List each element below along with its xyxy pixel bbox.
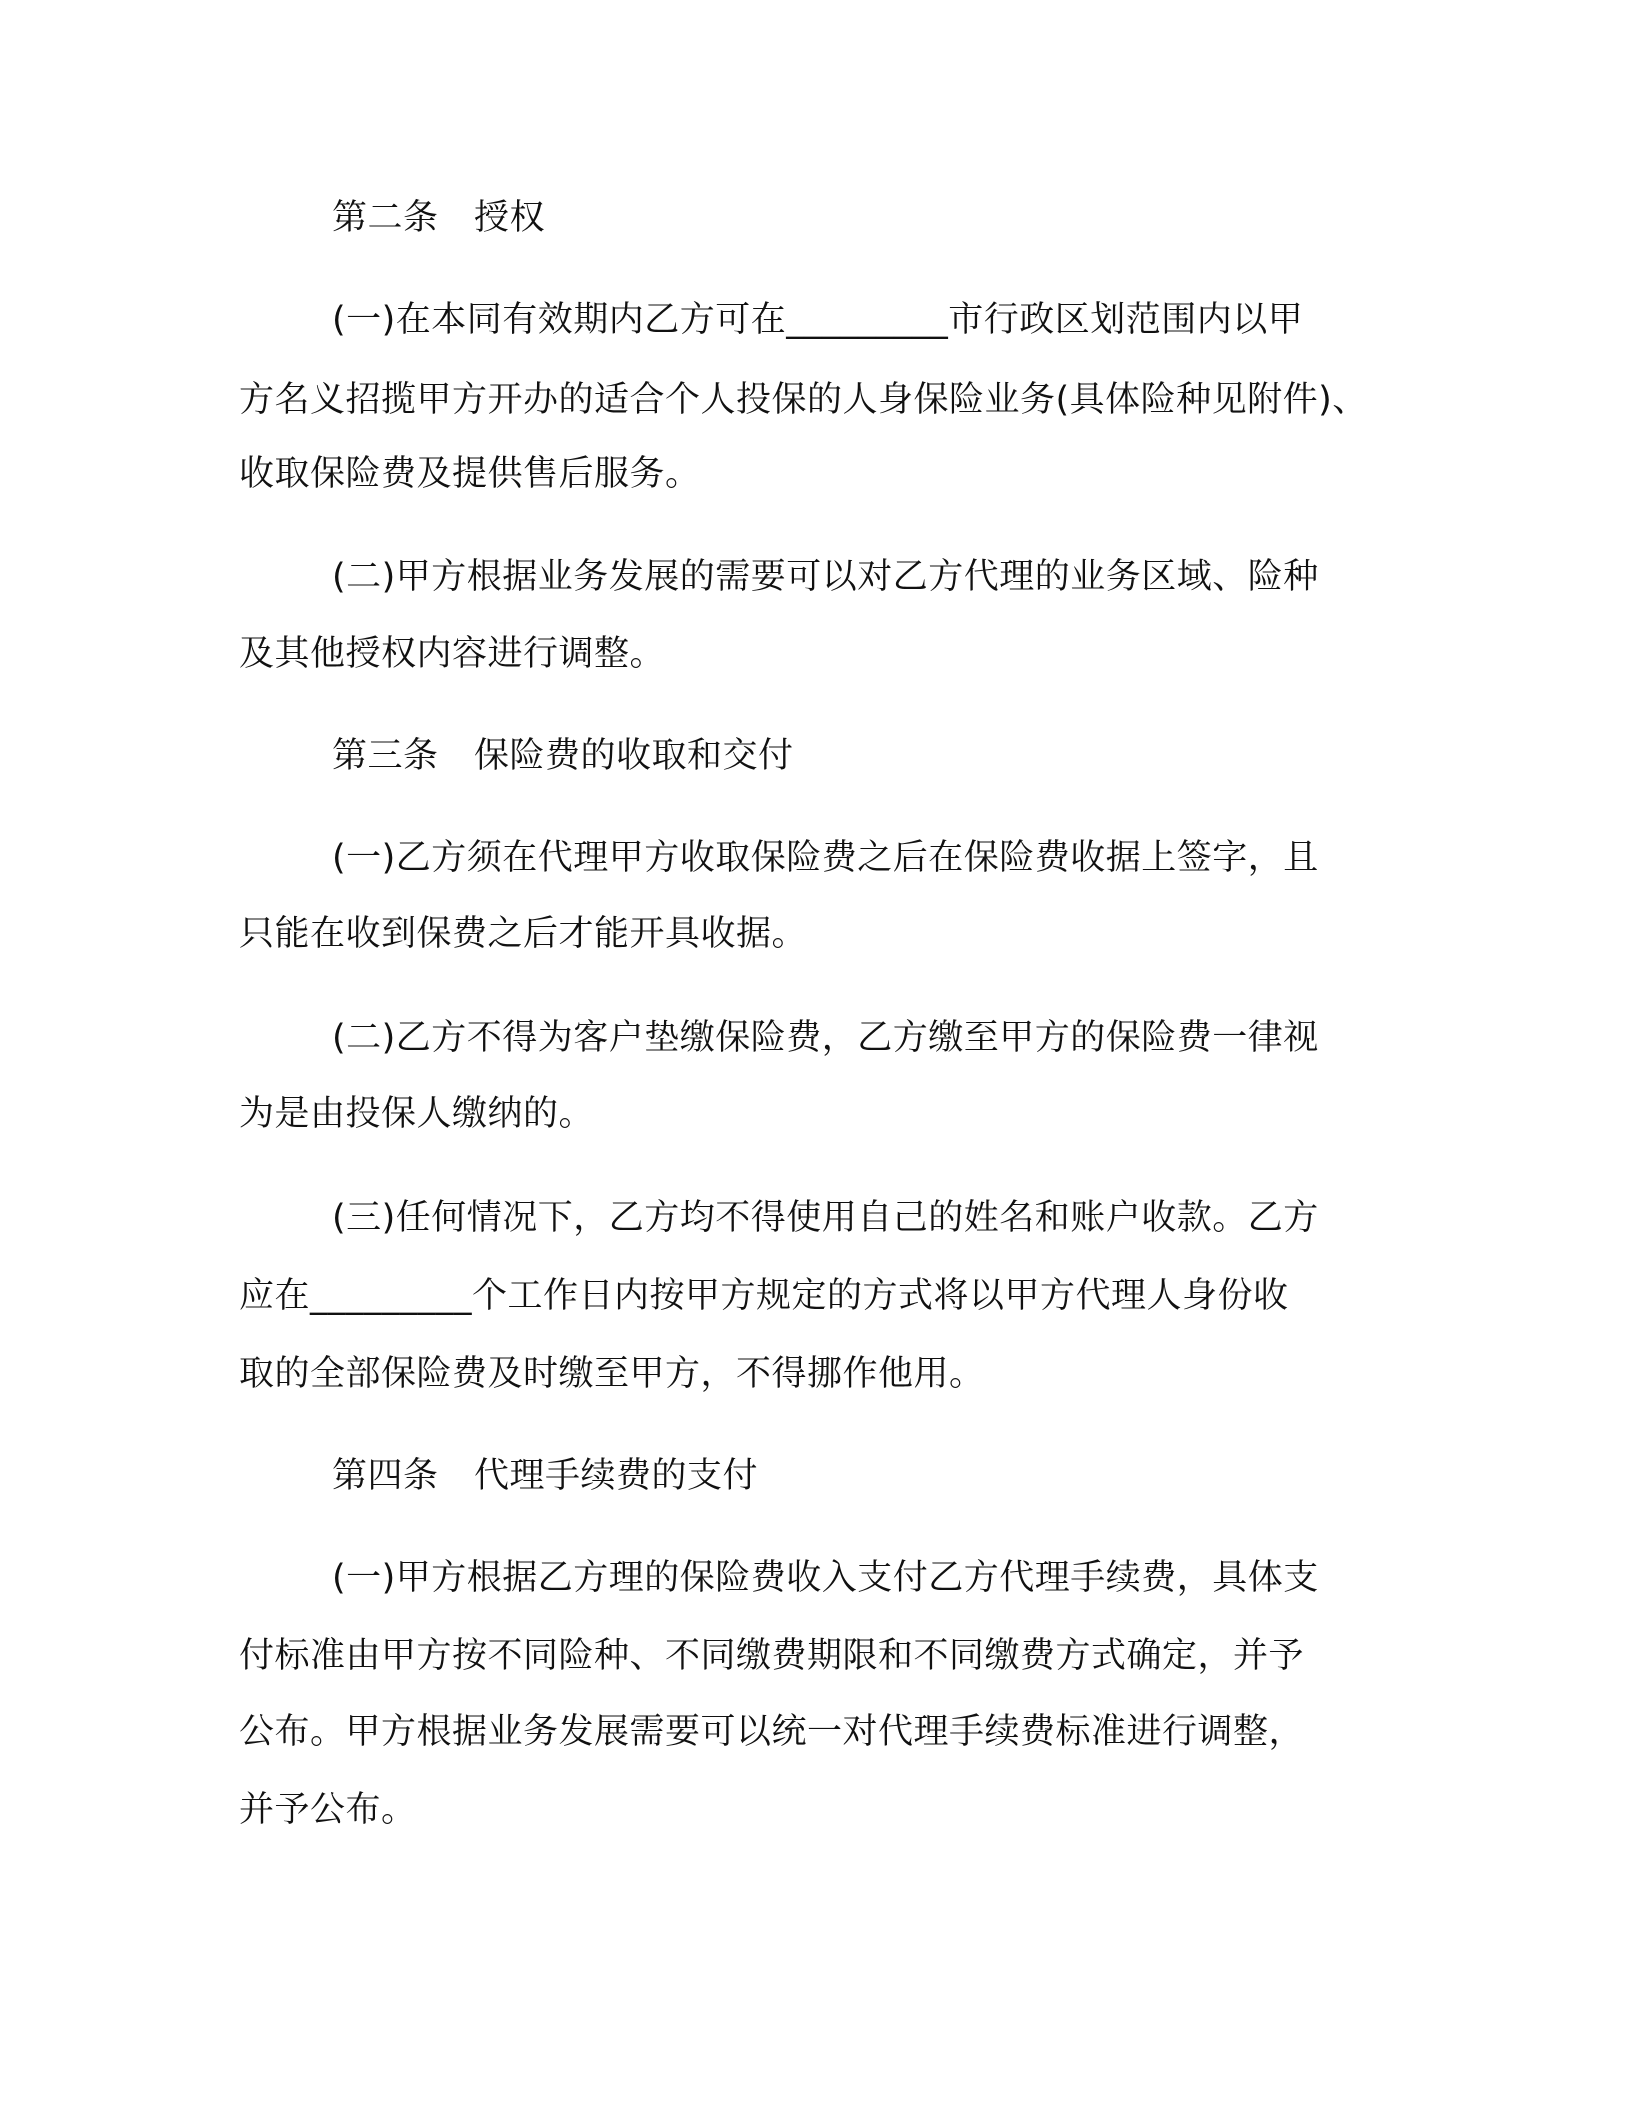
article-2-clause-1-line-1: (一)在本同有效期内乙方可在_________市行政区划范围内以甲 [332,300,1304,340]
article-3-clause-1-line-1: (一)乙方须在代理甲方收取保险费之后在保险费收据上签字，且 [332,838,1319,878]
article-4-heading: 第四条 代理手续费的支付 [332,1456,759,1496]
article-4-clause-1-line-1: (一)甲方根据乙方理的保险费收入支付乙方代理手续费，具体支 [332,1558,1319,1598]
article-3-clause-2-line-1: (二)乙方不得为客户垫缴保险费，乙方缴至甲方的保险费一律视 [332,1018,1319,1058]
article-2-clause-1-line-3: 收取保险费及提供售后服务。 [239,454,701,494]
article-3-clause-3-line-3: 取的全部保险费及时缴至甲方，不得挪作他用。 [239,1354,985,1394]
article-2-clause-2-line-2: 及其他授权内容进行调整。 [239,634,666,674]
article-4-clause-1-line-3: 公布。甲方根据业务发展需要可以统一对代理手续费标准进行调整， [239,1712,1305,1752]
article-2-clause-2-line-1: (二)甲方根据业务发展的需要可以对乙方代理的业务区域、险种 [332,557,1319,597]
article-3-clause-2-line-2: 为是由投保人缴纳的。 [239,1094,595,1134]
article-3-clause-3-line-1: (三)任何情况下，乙方均不得使用自己的姓名和账户收款。乙方 [332,1198,1319,1238]
article-4-clause-1-line-2: 付标准由甲方按不同险种、不同缴费期限和不同缴费方式确定，并予 [239,1636,1305,1676]
article-3-clause-3-line-2: 应在_________个工作日内按甲方规定的方式将以甲方代理人身份收 [239,1276,1289,1316]
article-2-clause-1-line-2: 方名义招揽甲方开办的适合个人投保的人身保险业务(具体险种见附件)、 [239,380,1368,420]
article-2-heading: 第二条 授权 [332,198,546,238]
article-4-clause-1-line-4: 并予公布。 [239,1790,417,1830]
article-3-clause-1-line-2: 只能在收到保费之后才能开具收据。 [239,914,808,954]
article-3-heading: 第三条 保险费的收取和交付 [332,736,794,776]
